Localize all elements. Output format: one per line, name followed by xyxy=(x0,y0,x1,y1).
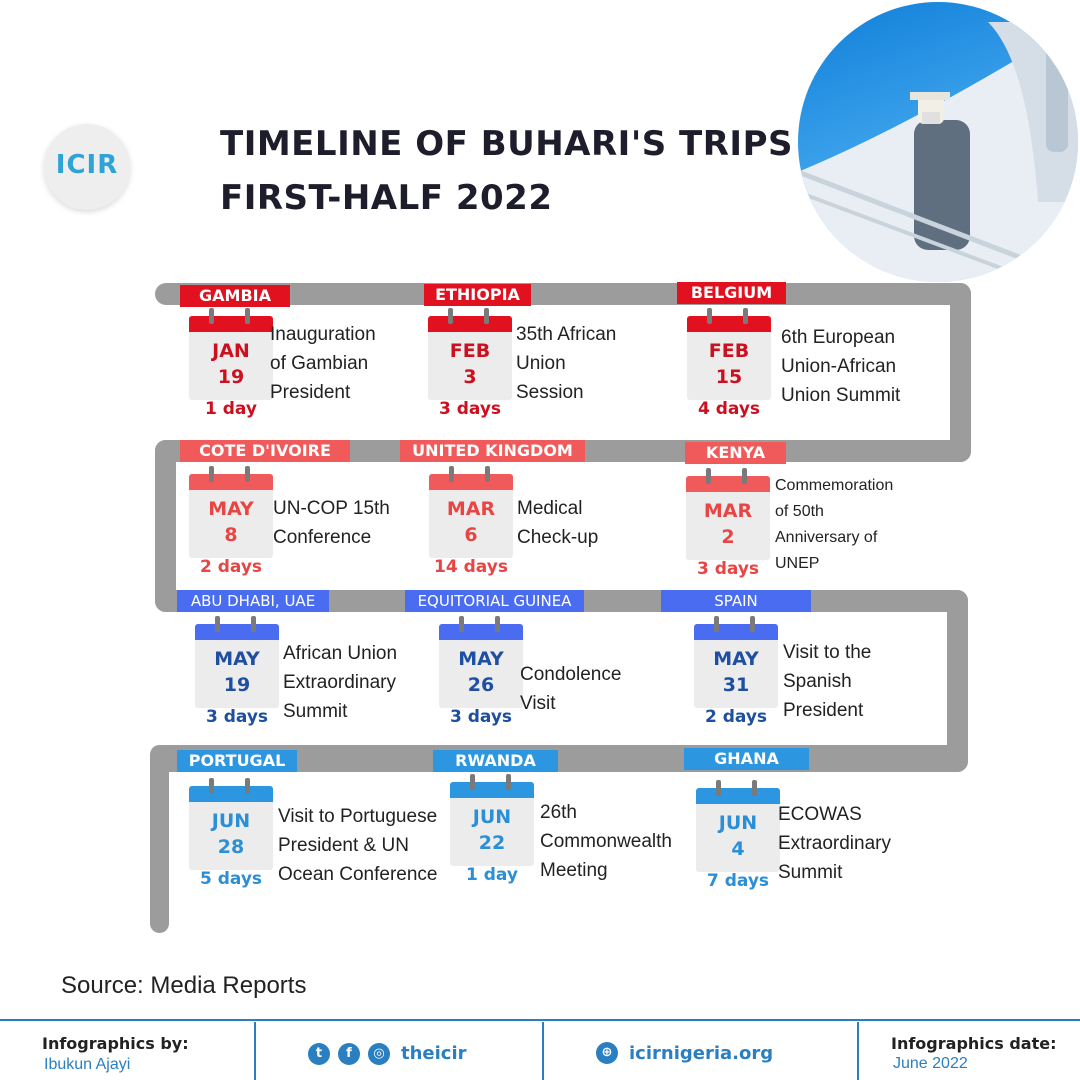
trip-month: JAN xyxy=(212,340,250,362)
trip-duration: 1 day xyxy=(466,865,518,885)
trip-description-line: Union xyxy=(516,353,566,374)
trip-description-line: Spanish xyxy=(783,671,852,692)
trip-description-line: Ocean Conference xyxy=(278,864,438,885)
footer-separator xyxy=(857,1022,859,1080)
trip-month: MAR xyxy=(446,498,496,520)
trip-month: MAY xyxy=(208,498,254,520)
trip-description-line: 6th European xyxy=(781,327,896,348)
instagram-icon[interactable]: ◎ xyxy=(368,1043,390,1065)
footer-separator xyxy=(542,1022,544,1080)
trip-description-line: of Gambian xyxy=(270,353,369,374)
trip-day: 2 xyxy=(721,526,735,548)
trip-description-line: ECOWAS xyxy=(778,804,862,825)
trip-description-line: 26th xyxy=(540,802,577,823)
trip-duration: 5 days xyxy=(199,869,263,889)
trip-duration: 7 days xyxy=(706,871,770,891)
trip-duration: 3 days xyxy=(205,707,269,727)
calendar-ring xyxy=(716,780,721,796)
page-subtitle: FIRST-HALF 2022 xyxy=(220,178,553,218)
trip-description-line: Conference xyxy=(273,527,372,548)
calendar-header xyxy=(696,788,780,804)
trip-description-line: President & UN xyxy=(278,835,409,856)
country-label: COTE D'IVOIRE xyxy=(180,440,350,462)
country-label: SPAIN xyxy=(661,590,811,612)
calendar-icon xyxy=(189,474,273,558)
calendar-ring xyxy=(251,616,256,632)
calendar-icon xyxy=(439,624,523,708)
calendar-ring xyxy=(495,616,500,632)
twitter-icon[interactable]: t xyxy=(308,1043,330,1065)
trip-description xyxy=(516,320,616,407)
calendar-ring xyxy=(485,466,490,482)
footer-divider xyxy=(0,1019,1080,1021)
calendar-ring xyxy=(752,780,757,796)
trip-day: 3 xyxy=(463,366,477,388)
calendar-ring xyxy=(245,778,250,794)
country-label: PORTUGAL xyxy=(177,750,297,772)
credit-heading: Infographics by: xyxy=(42,1034,189,1053)
trip-day: 31 xyxy=(722,674,750,696)
trip-description-line: Anniversary of xyxy=(775,529,878,546)
trip-description-line: Visit xyxy=(520,693,556,714)
calendar-header xyxy=(189,316,273,332)
trip-description-line: 35th African xyxy=(516,324,617,345)
trip-description-line: Union Summit xyxy=(781,385,901,406)
country-label: ABU DHABI, UAE xyxy=(177,590,329,612)
trip-description-line: Extraordinary xyxy=(778,833,891,854)
calendar-ring xyxy=(750,616,755,632)
calendar-header xyxy=(686,476,770,492)
trip-duration: 3 days xyxy=(696,559,760,579)
calendar-header xyxy=(195,624,279,640)
trip-description-line: Extraordinary xyxy=(283,672,396,693)
trip-day: 19 xyxy=(217,366,245,388)
calendar-icon xyxy=(429,474,513,558)
trip-description-line: Meeting xyxy=(540,860,608,881)
calendar-ring xyxy=(707,308,712,324)
calendar-icon xyxy=(428,316,512,400)
logo-text: ICIR xyxy=(55,150,119,180)
trip-duration: 3 days xyxy=(438,399,502,419)
trip-description-line: Summit xyxy=(778,862,843,883)
trip-day: 19 xyxy=(223,674,251,696)
trip-month: MAY xyxy=(214,648,260,670)
trip-description xyxy=(540,798,672,885)
timeline-track xyxy=(155,440,176,612)
calendar-header xyxy=(189,474,273,490)
trip-description-line: Medical xyxy=(517,498,583,519)
calendar-ring xyxy=(506,774,511,790)
calendar-ring xyxy=(742,468,747,484)
website-link[interactable]: icirnigeria.org xyxy=(629,1043,774,1064)
date-value: June 2022 xyxy=(893,1055,968,1072)
trip-description-line: Condolence xyxy=(520,664,622,685)
trip-month: JUN xyxy=(472,806,512,828)
president-photo xyxy=(798,2,1078,282)
trip-description-line: of 50th xyxy=(775,503,824,520)
calendar-header xyxy=(429,474,513,490)
trip-day: 22 xyxy=(478,832,506,854)
trip-month: MAR xyxy=(703,500,753,522)
trip-day: 28 xyxy=(217,836,245,858)
calendar-icon xyxy=(696,788,780,872)
calendar-icon xyxy=(694,624,778,708)
trip-description-line: Union-African xyxy=(781,356,897,377)
calendar-header xyxy=(428,316,512,332)
trip-description xyxy=(273,494,390,552)
calendar-icon xyxy=(189,786,273,870)
calendar-ring xyxy=(484,308,489,324)
trip-duration: 1 day xyxy=(205,399,257,419)
calendar-icon xyxy=(189,316,273,400)
trip-description xyxy=(283,639,397,726)
footer-separator xyxy=(254,1022,256,1080)
trip-description-line: Summit xyxy=(283,701,348,722)
trip-description-line: Inauguration xyxy=(270,324,376,345)
trip-duration: 3 days xyxy=(449,707,513,727)
country-label: BELGIUM xyxy=(677,282,786,304)
calendar-ring xyxy=(245,466,250,482)
calendar-header xyxy=(450,782,534,798)
calendar-ring xyxy=(449,466,454,482)
trip-description-line: Visit to Portuguese xyxy=(278,806,438,827)
calendar-ring xyxy=(448,308,453,324)
calendar-icon xyxy=(195,624,279,708)
calendar-icon xyxy=(686,476,770,560)
trip-description-line: Session xyxy=(516,382,584,403)
trip-duration: 2 days xyxy=(199,557,263,577)
globe-icon: ⊕ xyxy=(596,1042,618,1064)
calendar-ring xyxy=(209,466,214,482)
calendar-ring xyxy=(215,616,220,632)
trip-month: FEB xyxy=(708,340,750,362)
calendar-header xyxy=(189,786,273,802)
trip-day: 4 xyxy=(731,838,745,860)
trip-description xyxy=(520,660,621,718)
country-label: UNITED KINGDOM xyxy=(400,440,585,462)
trip-description xyxy=(783,638,871,725)
country-label: KENYA xyxy=(685,442,786,464)
trip-description xyxy=(781,323,900,410)
calendar-ring xyxy=(470,774,475,790)
trip-day: 15 xyxy=(715,366,743,388)
calendar-ring xyxy=(209,308,214,324)
calendar-ring xyxy=(459,616,464,632)
trip-description-line: African Union xyxy=(283,643,398,664)
trip-description xyxy=(775,473,893,577)
trip-description-line: UN-COP 15th xyxy=(273,498,390,519)
calendar-ring xyxy=(714,616,719,632)
trip-description xyxy=(270,320,376,407)
calendar-header xyxy=(687,316,771,332)
trip-description-line: Check-up xyxy=(517,527,599,548)
country-label: GHANA xyxy=(684,748,809,770)
trip-month: FEB xyxy=(449,340,491,362)
trip-description-line: Visit to the xyxy=(783,642,872,663)
trip-description-line: UNEP xyxy=(775,555,820,572)
calendar-ring xyxy=(743,308,748,324)
country-label: RWANDA xyxy=(433,750,558,772)
facebook-icon[interactable]: f xyxy=(338,1043,360,1065)
timeline-track xyxy=(150,745,169,933)
trip-description-line: President xyxy=(783,700,864,721)
trip-month: MAY xyxy=(458,648,504,670)
calendar-icon xyxy=(450,782,534,866)
trip-description xyxy=(517,494,598,552)
source-note: Source: Media Reports xyxy=(61,972,307,999)
trip-month: JUN xyxy=(211,810,251,832)
social-handle[interactable]: theicir xyxy=(401,1043,467,1064)
calendar-ring xyxy=(245,308,250,324)
calendar-header xyxy=(439,624,523,640)
calendar-ring xyxy=(209,778,214,794)
timeline-track xyxy=(950,283,971,462)
trip-description-line: Commemoration xyxy=(775,477,894,494)
calendar-icon xyxy=(687,316,771,400)
trip-description xyxy=(278,802,438,889)
trip-day: 26 xyxy=(467,674,495,696)
trip-duration: 4 days xyxy=(697,399,761,419)
date-heading: Infographics date: xyxy=(891,1034,1057,1053)
trip-duration: 14 days xyxy=(434,557,508,577)
trip-month: JUN xyxy=(718,812,758,834)
page-title: TIMELINE OF BUHARI'S TRIPS xyxy=(220,124,793,164)
calendar-ring xyxy=(706,468,711,484)
trip-day: 8 xyxy=(224,524,238,546)
credit-name: Ibukun Ajayi xyxy=(44,1056,131,1073)
country-label: EQUITORIAL GUINEA xyxy=(405,590,584,612)
calendar-header xyxy=(694,624,778,640)
trip-description-line: President xyxy=(270,382,351,403)
country-label: GAMBIA xyxy=(180,285,290,307)
trip-duration: 2 days xyxy=(704,707,768,727)
country-label: ETHIOPIA xyxy=(424,284,531,306)
trip-day: 6 xyxy=(464,524,478,546)
trip-description xyxy=(778,800,891,887)
trip-month: MAY xyxy=(713,648,759,670)
trip-description-line: Commonwealth xyxy=(540,831,672,852)
